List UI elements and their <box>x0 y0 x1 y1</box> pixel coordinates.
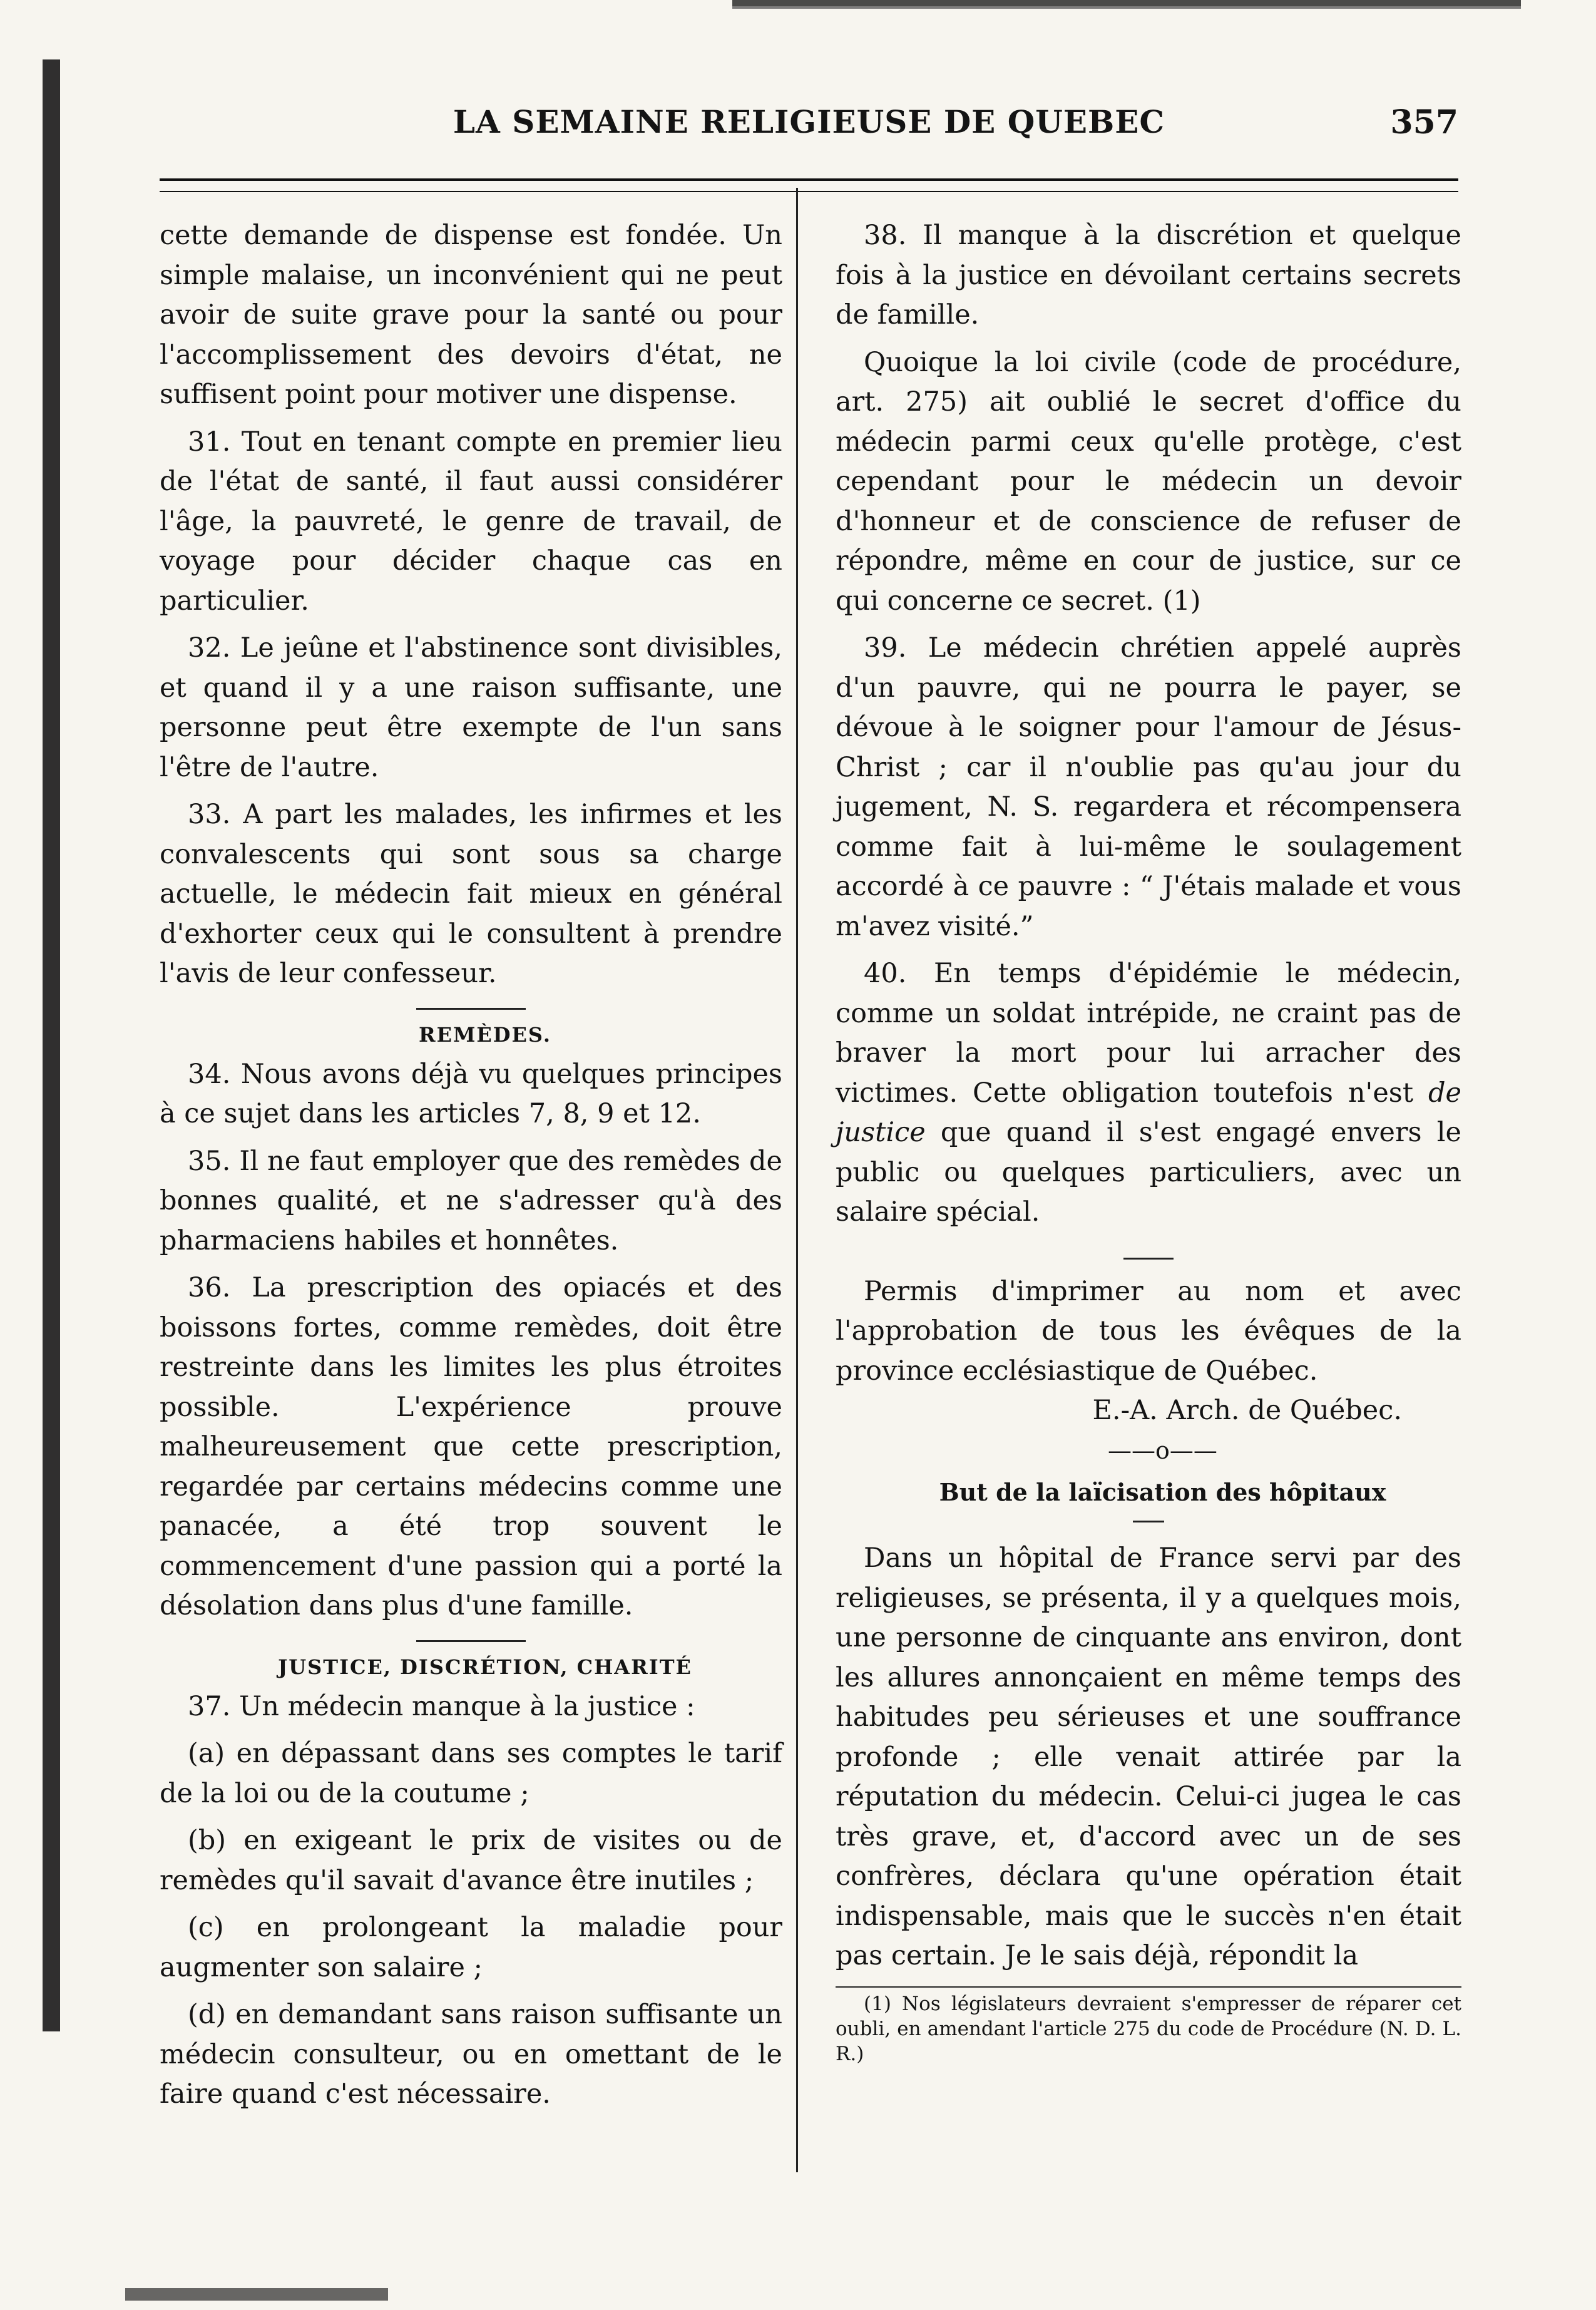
signature: E.-A. Arch. de Québec. <box>1092 1395 1402 1426</box>
scan-edge-bottom <box>125 2288 388 2301</box>
scan-edge-left <box>43 59 60 2031</box>
paragraph-38: 38. Il manque à la discrétion et quelque fois à la justice en dévoilant certains secrets de famille. <box>836 220 1461 331</box>
article-paragraph: Dans un hôpital de France servi par des religieuses, se présenta, il y a quelques mois, une personne de cinquante ans environ, dont les allures annonçaient en même temps des habitudes peu sérieuses et une souffrance profonde ; elle venait attirée par la réputation du médecin. Celui-ci jugea le cas très grave, et, d'accord avec un de ses confrères, déclara qu'une opération était indispensable, mais que le succès n'en était pas certain. Je le sais déjà, répondit la <box>836 1543 1461 1971</box>
paragraph-34: 34. Nous avons déjà vu quelques principes à ce sujet dans les articles 7, 8, 9 et 12. <box>160 1058 782 1129</box>
section-rule <box>416 1008 526 1010</box>
imprimatur: Permis d'imprimer au nom et avec l'approbation de tous les évêques de la province ecclésiastique de Québec. <box>836 1275 1461 1387</box>
paragraph-37a: (a) en dépassant dans ses comptes le tarif de la loi ou de la coutume ; <box>160 1738 782 1809</box>
footnote: (1) Nos législateurs devraient s'empresser de réparer cet oubli, en amendant l'article 275 du code de Procédure (N. D. L. R.) <box>836 1992 1461 2065</box>
left-column <box>160 216 782 2115</box>
paragraph-37: 37. Un médecin manque à la justice : <box>188 1690 695 1722</box>
paragraph-36: 36. La prescription des opiacés et des boissons fortes, comme remèdes, doit être restreinte dans les limites les plus étroites possible. L'expérience prouve malheureusement que cette prescription, regardée par certains médecins comme une panacée, a été trop souvent le commencement d'une passion qui a porté la désolation dans plus d'une famille. <box>160 1272 782 1621</box>
title-rule <box>1133 1521 1164 1522</box>
heading-remedes: REMÈDES. <box>418 1022 552 1047</box>
paragraph-40 <box>836 954 1461 1233</box>
ornament-divider: ——o—— <box>1108 1436 1217 1464</box>
section-rule <box>1123 1258 1174 1260</box>
paragraph-31: 31. Tout en tenant compte en premier lieu de l'état de santé, il faut aussi considérer l'âge, la pauvreté, le genre de travail, de voyage pour décider chaque cas en particulier. <box>160 426 782 617</box>
section-rule <box>416 1640 526 1642</box>
paragraph-37c: (c) en prolongeant la maladie pour augmenter son salaire ; <box>160 1912 782 1983</box>
paragraph-38-continued: Quoique la loi civile (code de procédure, art. 275) ait oublié le secret d'office du médecin parmi ceux qu'elle protège, c'est cependant pour le médecin un devoir d'honneur et de conscience de refuser de répondre, même en cour de justice, sur ce qui concerne ce secret. (1) <box>836 346 1461 617</box>
paragraph-37b: (b) en exigeant le prix de visites ou de remèdes qu'il savait d'avance être inutiles ; <box>160 1825 782 1896</box>
paragraph-40-start: 40. En temps d'épidémie le médecin, comme un soldat intrépide, ne craint pas de braver la mort pour lui arracher des victimes. Cette obligation toutefois n'est <box>836 958 1461 1109</box>
page-header <box>160 103 1458 160</box>
right-column <box>836 216 1461 2066</box>
page-number: 357 <box>1390 103 1458 141</box>
paragraph-32: 32. Le jeûne et l'abstinence sont divisibles, et quand il y a une raison suffisante, une personne peut être exempte de l'un sans l'être de l'autre. <box>160 632 782 783</box>
footnote-rule <box>836 1986 1461 1988</box>
paragraph-37d: (d) en demandant sans raison suffisante un médecin consulteur, ou en omettant de le faire quand c'est nécessaire. <box>160 1999 782 2110</box>
paragraph-35: 35. Il ne faut employer que des remèdes de bonnes qualité, et ne s'adresser qu'à des pharmaciens habiles et honnêtes. <box>160 1145 782 1256</box>
paragraph-40-end: que quand il s'est engagé envers le public ou quelques particuliers, avec un salaire spécial. <box>836 1117 1461 1228</box>
heading-justice: JUSTICE, DISCRÉTION, CHARITÉ <box>278 1655 692 1679</box>
scan-edge-top <box>732 0 1521 19</box>
column-divider <box>796 188 798 2172</box>
article-title: But de la laïcisation des hôpitaux <box>939 1478 1386 1506</box>
paragraph-33: 33. A part les malades, les infirmes et les convalescents qui sont sous sa charge actuelle, le médecin fait mieux en général d'exhorter ceux qui le consultent à prendre l'avis de leur confesseur. <box>160 799 782 989</box>
paragraph-40-italic: de justice <box>836 1077 1461 1148</box>
running-title: LA SEMAINE RELIGIEUSE DE QUEBEC <box>453 103 1165 140</box>
paragraph-39: 39. Le médecin chrétien appelé auprès d'un pauvre, qui ne pourra le payer, se dévoue à le soigner pour l'amour de Jésus-Christ ; car il n'oublie pas qu'au jour du jugement, N. S. regardera et récompensera comme fait à lui-même le soulagement accordé à ce pauvre : “ J'étais malade et vous m'avez visité.” <box>836 632 1461 942</box>
paragraph-continued: cette demande de dispense est fondée. Un simple malaise, un inconvénient qui ne peut avoir de suite grave pour la santé ou pour l'accomplissement des devoirs d'état, ne suffisent point pour motiver une dispense. <box>160 220 782 410</box>
header-rule <box>160 178 1458 192</box>
